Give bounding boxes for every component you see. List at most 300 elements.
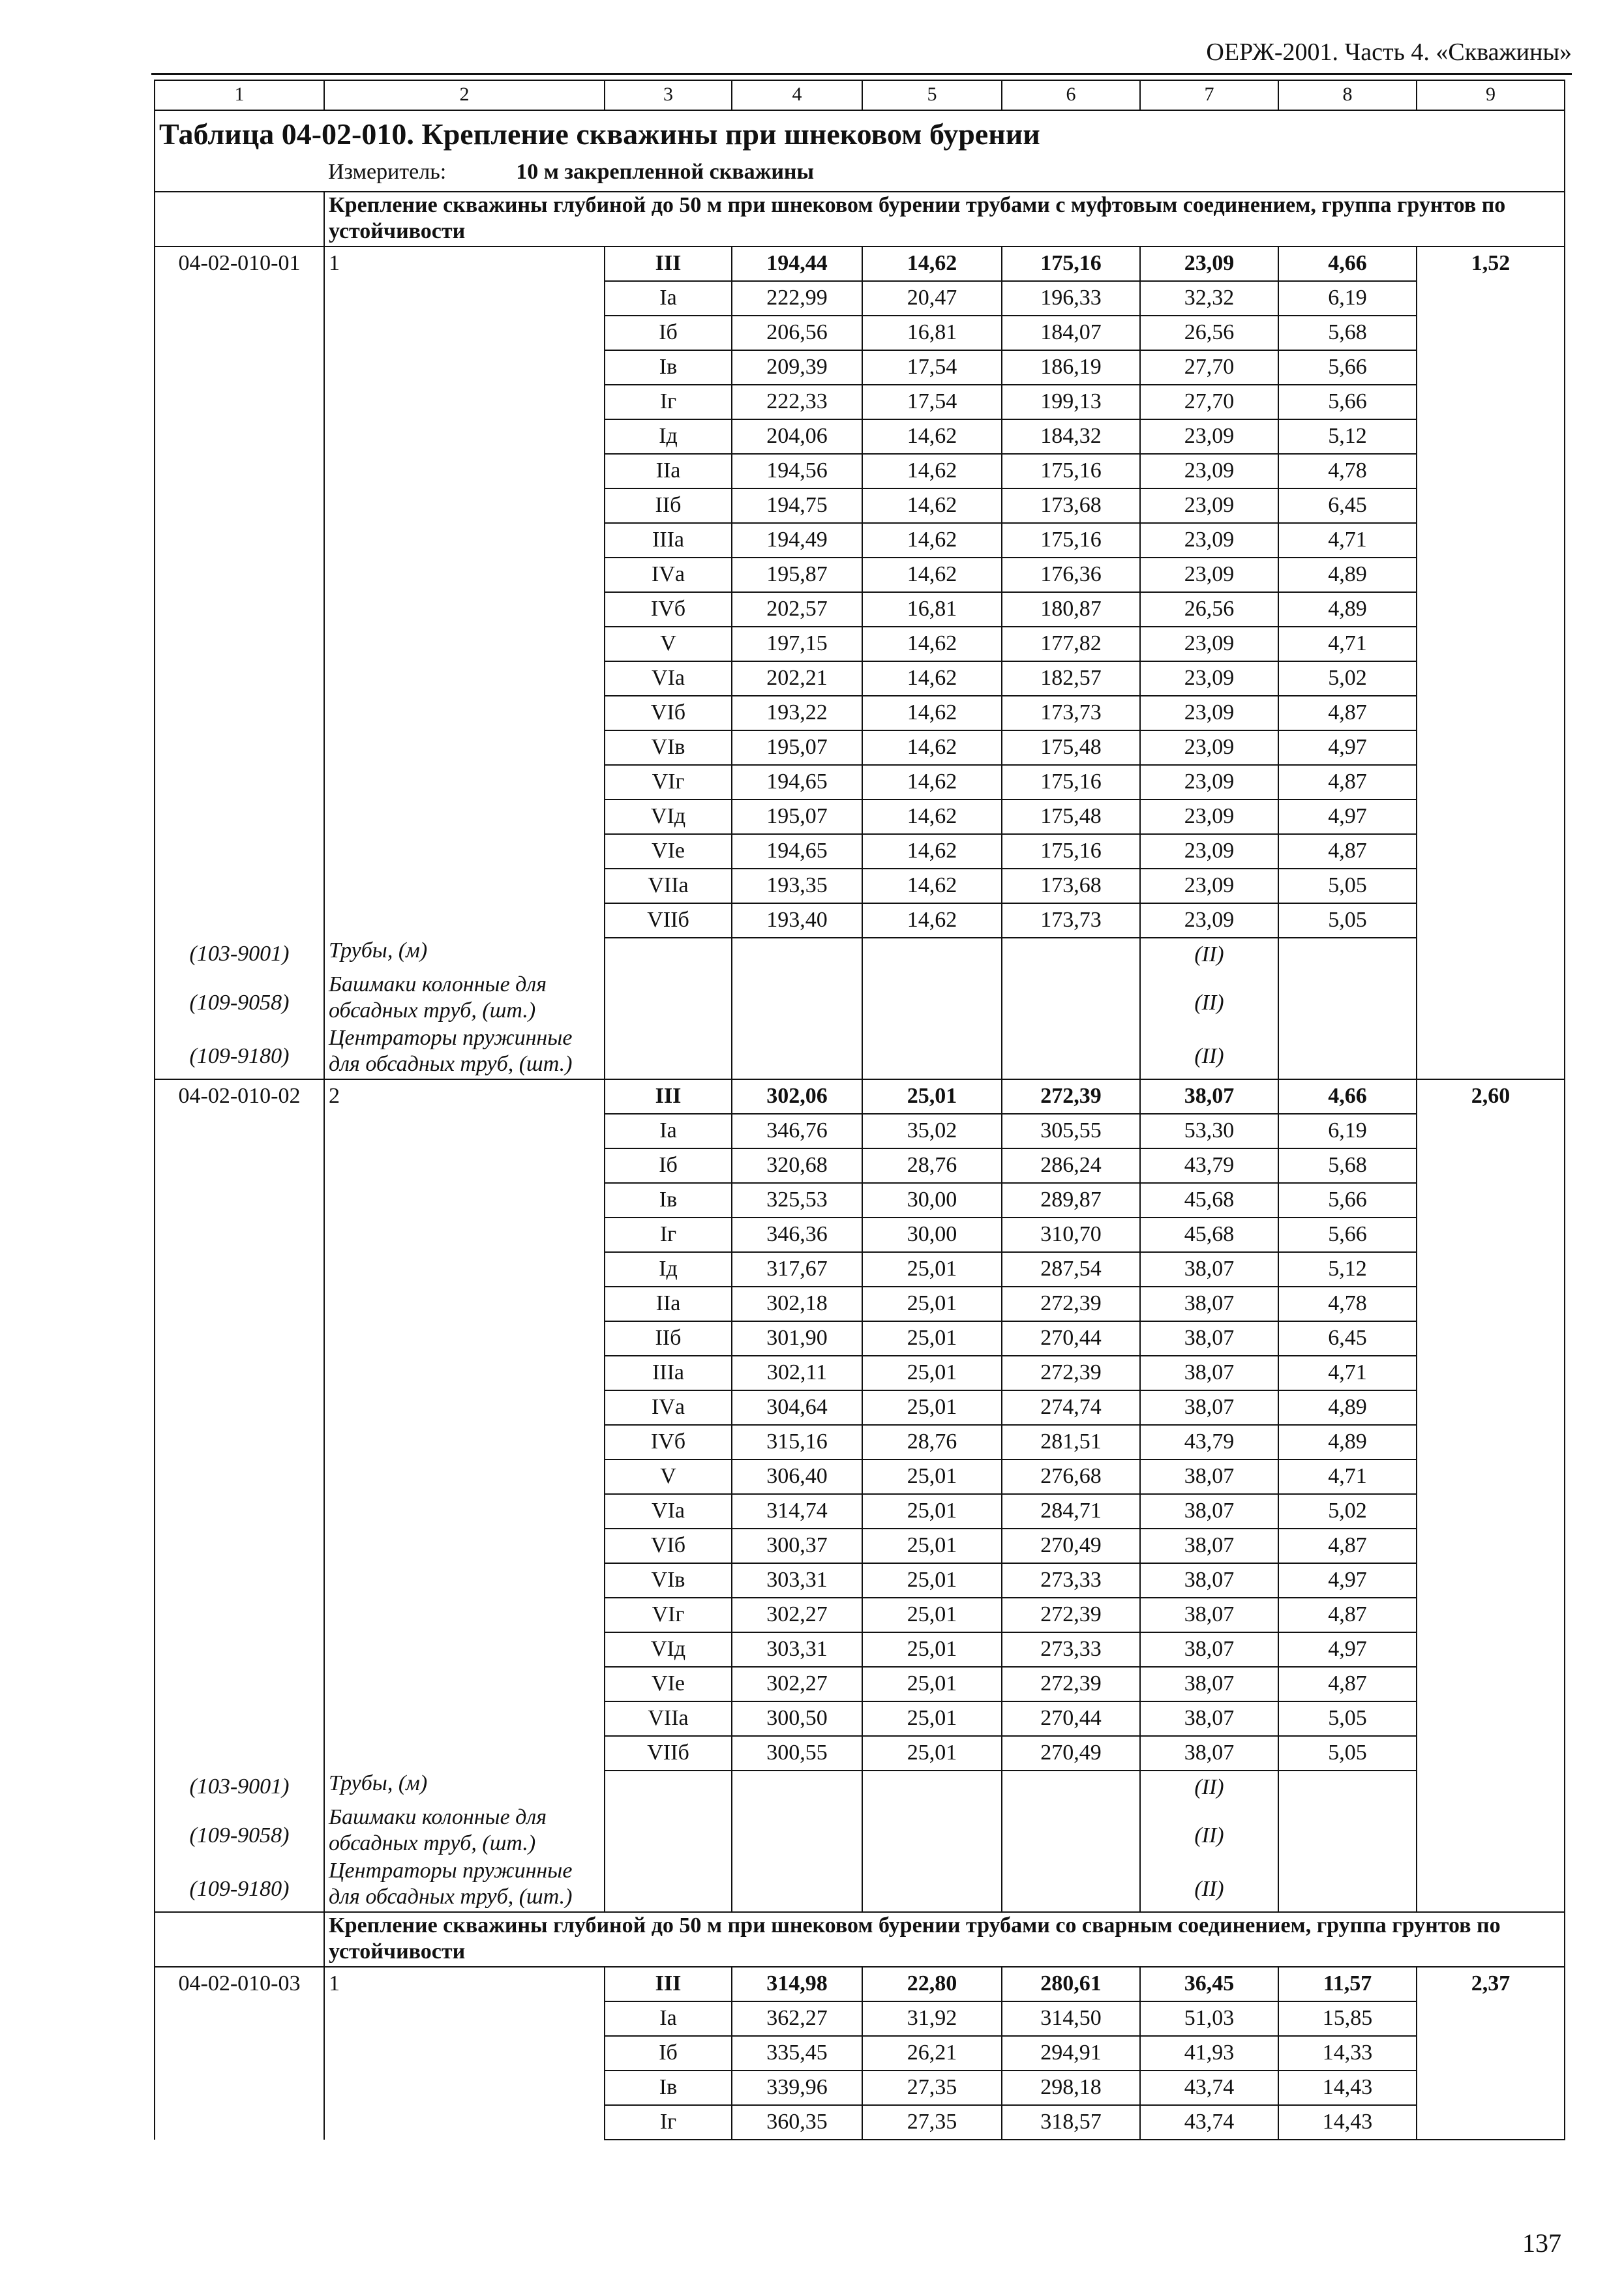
machine-cost: 274,74 [1002, 1390, 1140, 1425]
total-cost: 302,27 [732, 1598, 862, 1632]
total-cost: 302,27 [732, 1667, 862, 1701]
machinist-wages: 43,74 [1140, 2071, 1278, 2105]
material-row [155, 1858, 1565, 1912]
materials-cost: 15,85 [1278, 2001, 1417, 2036]
region-code: Iв [605, 1183, 732, 1218]
materials-cost: 14,33 [1278, 2036, 1417, 2071]
machine-cost: 186,19 [1002, 350, 1140, 385]
region-code: Iб [605, 2036, 732, 2071]
machine-cost: 310,70 [1002, 1218, 1140, 1252]
wages: 25,01 [862, 1667, 1002, 1701]
material-name: Трубы, (м) [324, 938, 605, 972]
machine-cost: 176,36 [1002, 558, 1140, 592]
wages: 14,62 [862, 869, 1002, 903]
material-name: Центраторы пружинные для обсадных труб, (шт.) [324, 1025, 605, 1079]
wages: 28,76 [862, 1425, 1002, 1459]
material-name: Башмаки колонные для обсадных труб, (шт.) [324, 1804, 605, 1858]
total-cost: 202,21 [732, 661, 862, 696]
total-cost: 320,68 [732, 1148, 862, 1183]
material-name: Трубы, (м) [324, 1771, 605, 1804]
region-code: VIд [605, 1632, 732, 1667]
material-code: (103-9001) [155, 938, 324, 972]
region-code: Iа [605, 281, 732, 316]
machinist-wages: 27,70 [1140, 385, 1278, 419]
wages: 35,02 [862, 1114, 1002, 1148]
material-code: (109-9058) [155, 972, 324, 1025]
materials-cost: 6,19 [1278, 1114, 1417, 1148]
region-code: VIв [605, 1563, 732, 1598]
wages: 14,62 [862, 800, 1002, 834]
total-cost: 346,76 [732, 1114, 862, 1148]
region-code: III [605, 1967, 732, 2001]
materials-cost: 14,43 [1278, 2105, 1417, 2140]
wages: 14,62 [862, 627, 1002, 661]
materials-cost: 5,05 [1278, 903, 1417, 938]
wages: 31,92 [862, 2001, 1002, 2036]
section-spacer [155, 1912, 324, 1967]
machine-cost: 272,39 [1002, 1356, 1140, 1390]
region-code: Iб [605, 1148, 732, 1183]
total-cost: 339,96 [732, 2071, 862, 2105]
materials-cost: 5,66 [1278, 385, 1417, 419]
materials-cost: 4,89 [1278, 558, 1417, 592]
section-2-row [155, 1912, 1565, 1967]
machine-cost: 175,16 [1002, 454, 1140, 488]
machinist-wages: 23,09 [1140, 523, 1278, 558]
region-code: V [605, 1459, 732, 1494]
norms-table [154, 80, 1565, 2140]
header-rule [151, 73, 1572, 75]
wages: 25,01 [862, 1598, 1002, 1632]
region-code: Iв [605, 350, 732, 385]
total-cost: 314,98 [732, 1967, 862, 2001]
total-cost: 193,40 [732, 903, 862, 938]
material-row [155, 1771, 1565, 1804]
measure-label: Измеритель: [328, 160, 447, 184]
machinist-wages: 23,09 [1140, 765, 1278, 800]
machinist-wages: 38,07 [1140, 1598, 1278, 1632]
machinist-wages: 36,45 [1140, 1967, 1278, 2001]
machine-cost: 175,16 [1002, 765, 1140, 800]
region-code: V [605, 627, 732, 661]
total-cost: 315,16 [732, 1425, 862, 1459]
region-code: III [605, 1079, 732, 1114]
machinist-wages: 45,68 [1140, 1183, 1278, 1218]
section-2-title: Крепление скважины глубиной до 50 м при шнековом бурении трубами со сварным соединением, группа грунтов по устойчивости [324, 1912, 1565, 1967]
wages: 14,62 [862, 834, 1002, 869]
region-code: VIб [605, 1529, 732, 1563]
region-code: IIб [605, 1321, 732, 1356]
empty-cell [1002, 972, 1140, 1025]
material-mark: (II) [1140, 972, 1278, 1025]
total-cost: 194,65 [732, 765, 862, 800]
region-code: VIб [605, 696, 732, 730]
wages: 25,01 [862, 1563, 1002, 1598]
empty-cell [862, 1771, 1002, 1804]
machine-cost: 273,33 [1002, 1632, 1140, 1667]
norm-code: 04-02-010-01 [155, 247, 324, 938]
total-cost: 222,99 [732, 281, 862, 316]
region-code: IVа [605, 558, 732, 592]
empty-cell [732, 1858, 862, 1912]
machinist-wages: 23,09 [1140, 834, 1278, 869]
materials-cost: 4,97 [1278, 730, 1417, 765]
materials-cost: 5,05 [1278, 869, 1417, 903]
machinist-wages: 51,03 [1140, 2001, 1278, 2036]
wages: 14,62 [862, 730, 1002, 765]
materials-cost: 4,87 [1278, 696, 1417, 730]
wages: 14,62 [862, 523, 1002, 558]
region-code: Iг [605, 2105, 732, 2140]
column-number: 6 [1002, 80, 1140, 110]
total-cost: 195,87 [732, 558, 862, 592]
total-cost: 195,07 [732, 730, 862, 765]
wages: 14,62 [862, 488, 1002, 523]
materials-cost: 4,87 [1278, 1529, 1417, 1563]
region-code: VIд [605, 800, 732, 834]
total-cost: 194,65 [732, 834, 862, 869]
wages: 25,01 [862, 1459, 1002, 1494]
machine-cost: 314,50 [1002, 2001, 1140, 2036]
material-name: Башмаки колонные для обсадных труб, (шт.) [324, 972, 605, 1025]
total-cost: 197,15 [732, 627, 862, 661]
machine-cost: 272,39 [1002, 1598, 1140, 1632]
machinist-wages: 23,09 [1140, 488, 1278, 523]
wages: 14,62 [862, 558, 1002, 592]
machinist-wages: 38,07 [1140, 1459, 1278, 1494]
machinist-wages: 26,56 [1140, 316, 1278, 350]
machine-cost: 287,54 [1002, 1252, 1140, 1287]
region-code: Iа [605, 1114, 732, 1148]
total-cost: 302,11 [732, 1356, 862, 1390]
material-code: (109-9180) [155, 1858, 324, 1912]
machinist-wages: 43,79 [1140, 1148, 1278, 1183]
group-number: 1 [324, 1967, 605, 2140]
materials-cost: 4,71 [1278, 1356, 1417, 1390]
materials-cost: 4,78 [1278, 1287, 1417, 1321]
region-code: VIг [605, 765, 732, 800]
wages: 26,21 [862, 2036, 1002, 2071]
column-number: 4 [732, 80, 862, 110]
machinist-wages: 38,07 [1140, 1529, 1278, 1563]
wages: 25,01 [862, 1252, 1002, 1287]
table-row [155, 247, 1565, 281]
machinist-wages: 38,07 [1140, 1667, 1278, 1701]
empty-cell [862, 938, 1002, 972]
machinist-wages: 38,07 [1140, 1563, 1278, 1598]
materials-cost: 4,87 [1278, 1598, 1417, 1632]
materials-cost: 4,89 [1278, 1425, 1417, 1459]
materials-cost: 5,66 [1278, 350, 1417, 385]
material-code: (109-9058) [155, 1804, 324, 1858]
wages: 17,54 [862, 385, 1002, 419]
machinist-wages: 23,09 [1140, 247, 1278, 281]
machinist-wages: 38,07 [1140, 1701, 1278, 1736]
machine-cost: 270,49 [1002, 1529, 1140, 1563]
machine-cost: 270,44 [1002, 1321, 1140, 1356]
wages: 25,01 [862, 1736, 1002, 1771]
running-header: ОЕРЖ-2001. Часть 4. «Скважины» [1206, 38, 1572, 66]
column-number: 8 [1278, 80, 1417, 110]
total-cost: 209,39 [732, 350, 862, 385]
wages: 25,01 [862, 1390, 1002, 1425]
region-code: VIIа [605, 869, 732, 903]
column-number: 9 [1417, 80, 1565, 110]
materials-cost: 6,19 [1278, 281, 1417, 316]
wages: 25,01 [862, 1356, 1002, 1390]
material-code: (103-9001) [155, 1771, 324, 1804]
empty-cell [605, 1858, 732, 1912]
region-code: IIIа [605, 523, 732, 558]
empty-cell [862, 1025, 1002, 1079]
machinist-wages: 38,07 [1140, 1079, 1278, 1114]
machine-cost: 281,51 [1002, 1425, 1140, 1459]
materials-cost: 5,66 [1278, 1183, 1417, 1218]
machine-cost: 272,39 [1002, 1667, 1140, 1701]
wages: 28,76 [862, 1148, 1002, 1183]
empty-cell [732, 972, 862, 1025]
wages: 25,01 [862, 1494, 1002, 1529]
machinist-wages: 23,09 [1140, 419, 1278, 454]
total-cost: 194,75 [732, 488, 862, 523]
materials-cost: 4,66 [1278, 1079, 1417, 1114]
machinist-wages: 38,07 [1140, 1321, 1278, 1356]
machine-cost: 199,13 [1002, 385, 1140, 419]
total-cost: 303,31 [732, 1632, 862, 1667]
region-code: VIа [605, 1494, 732, 1529]
material-mark: (II) [1140, 1025, 1278, 1079]
materials-cost: 4,71 [1278, 523, 1417, 558]
empty-cell [862, 1804, 1002, 1858]
total-cost: 335,45 [732, 2036, 862, 2071]
region-code: IVб [605, 1425, 732, 1459]
empty-cell [1002, 1025, 1140, 1079]
material-mark: (II) [1140, 938, 1278, 972]
materials-cost: 4,97 [1278, 1563, 1417, 1598]
empty-cell [605, 1804, 732, 1858]
materials-cost: 4,71 [1278, 627, 1417, 661]
region-code: IIа [605, 1287, 732, 1321]
materials-cost: 4,66 [1278, 247, 1417, 281]
total-cost: 193,22 [732, 696, 862, 730]
table-title: Таблица 04-02-010. Крепление скважины при шнековом бурении [155, 110, 1565, 158]
material-name: Центраторы пружинные для обсадных труб, (шт.) [324, 1858, 605, 1912]
machine-cost: 286,24 [1002, 1148, 1140, 1183]
region-code: VIIб [605, 903, 732, 938]
materials-cost: 6,45 [1278, 488, 1417, 523]
empty-cell [862, 972, 1002, 1025]
material-mark: (II) [1140, 1771, 1278, 1804]
wages: 14,62 [862, 696, 1002, 730]
materials-cost: 4,87 [1278, 834, 1417, 869]
column-number: 1 [155, 80, 324, 110]
region-code: Iд [605, 419, 732, 454]
material-row [155, 938, 1565, 972]
machine-cost: 270,49 [1002, 1736, 1140, 1771]
column-number: 5 [862, 80, 1002, 110]
machinist-wages: 23,09 [1140, 869, 1278, 903]
total-cost: 301,90 [732, 1321, 862, 1356]
machine-cost: 184,32 [1002, 419, 1140, 454]
norm-code: 04-02-010-03 [155, 1967, 324, 2140]
wages: 14,62 [862, 247, 1002, 281]
materials-cost: 11,57 [1278, 1967, 1417, 2001]
machine-cost: 175,16 [1002, 523, 1140, 558]
norms-table-sheet [154, 80, 1564, 2140]
materials-cost: 5,12 [1278, 419, 1417, 454]
machinist-wages: 23,09 [1140, 800, 1278, 834]
total-cost: 302,06 [732, 1079, 862, 1114]
region-code: VIе [605, 834, 732, 869]
machinist-wages: 38,07 [1140, 1736, 1278, 1771]
machinist-wages: 43,74 [1140, 2105, 1278, 2140]
machine-cost: 173,68 [1002, 488, 1140, 523]
total-cost: 304,64 [732, 1390, 862, 1425]
region-code: Iд [605, 1252, 732, 1287]
material-row [155, 1804, 1565, 1858]
materials-cost: 4,97 [1278, 1632, 1417, 1667]
total-cost: 206,56 [732, 316, 862, 350]
region-code: VIв [605, 730, 732, 765]
empty-cell [732, 1804, 862, 1858]
machine-cost: 175,16 [1002, 834, 1140, 869]
machinist-wages: 32,32 [1140, 281, 1278, 316]
region-code: Iг [605, 1218, 732, 1252]
material-code: (109-9180) [155, 1025, 324, 1079]
empty-cell [605, 1025, 732, 1079]
wages: 25,01 [862, 1529, 1002, 1563]
materials-cost: 5,68 [1278, 1148, 1417, 1183]
wages: 27,35 [862, 2105, 1002, 2140]
machine-cost: 173,68 [1002, 869, 1140, 903]
machinist-wages: 38,07 [1140, 1356, 1278, 1390]
machine-cost: 272,39 [1002, 1079, 1140, 1114]
materials-cost: 5,05 [1278, 1736, 1417, 1771]
empty-cell [1002, 938, 1140, 972]
wages: 30,00 [862, 1218, 1002, 1252]
material-mark: (II) [1140, 1858, 1278, 1912]
total-cost: 362,27 [732, 2001, 862, 2036]
group-number: 1 [324, 247, 605, 938]
materials-cost: 6,45 [1278, 1321, 1417, 1356]
machinist-wages: 23,09 [1140, 661, 1278, 696]
measure-spacer [155, 158, 324, 192]
machine-cost: 180,87 [1002, 592, 1140, 627]
labor-cost: 2,60 [1417, 1079, 1565, 1912]
region-code: IVб [605, 592, 732, 627]
machine-cost: 175,48 [1002, 800, 1140, 834]
machinist-wages: 27,70 [1140, 350, 1278, 385]
region-code: VIе [605, 1667, 732, 1701]
region-code: VIг [605, 1598, 732, 1632]
machine-cost: 175,16 [1002, 247, 1140, 281]
materials-cost: 5,02 [1278, 1494, 1417, 1529]
empty-cell [605, 1771, 732, 1804]
materials-cost: 5,68 [1278, 316, 1417, 350]
materials-cost: 4,97 [1278, 800, 1417, 834]
measure-row [155, 158, 1565, 192]
materials-cost: 5,02 [1278, 661, 1417, 696]
machine-cost: 294,91 [1002, 2036, 1140, 2071]
machine-cost: 284,71 [1002, 1494, 1140, 1529]
region-code: Iв [605, 2071, 732, 2105]
wages: 17,54 [862, 350, 1002, 385]
machine-cost: 270,44 [1002, 1701, 1140, 1736]
table-body [155, 80, 1565, 2140]
machinist-wages: 26,56 [1140, 592, 1278, 627]
wages: 14,62 [862, 661, 1002, 696]
machinist-wages: 23,09 [1140, 730, 1278, 765]
machinist-wages: 23,09 [1140, 558, 1278, 592]
materials-cost: 4,89 [1278, 1390, 1417, 1425]
machinist-wages: 23,09 [1140, 627, 1278, 661]
total-cost: 194,44 [732, 247, 862, 281]
materials-cost: 4,78 [1278, 454, 1417, 488]
region-code: IIб [605, 488, 732, 523]
machinist-wages: 38,07 [1140, 1390, 1278, 1425]
wages: 14,62 [862, 765, 1002, 800]
empty-cell [862, 1858, 1002, 1912]
wages: 16,81 [862, 316, 1002, 350]
machinist-wages: 43,79 [1140, 1425, 1278, 1459]
region-code: VIIа [605, 1701, 732, 1736]
section-1-title: Крепление скважины глубиной до 50 м при шнековом бурении трубами с муфтовым соединением, группа грунтов по устойчивости [324, 192, 1565, 247]
materials-cost: 5,66 [1278, 1218, 1417, 1252]
total-cost: 302,18 [732, 1287, 862, 1321]
material-row [155, 1025, 1565, 1079]
total-cost: 204,06 [732, 419, 862, 454]
column-number-row [155, 80, 1565, 110]
total-cost: 194,56 [732, 454, 862, 488]
machinist-wages: 41,93 [1140, 2036, 1278, 2071]
wages: 16,81 [862, 592, 1002, 627]
region-code: III [605, 247, 732, 281]
total-cost: 346,36 [732, 1218, 862, 1252]
total-cost: 222,33 [732, 385, 862, 419]
wages: 14,62 [862, 903, 1002, 938]
machinist-wages: 45,68 [1140, 1218, 1278, 1252]
total-cost: 306,40 [732, 1459, 862, 1494]
region-code: IIа [605, 454, 732, 488]
machine-cost: 298,18 [1002, 2071, 1140, 2105]
empty-cell [1002, 1771, 1140, 1804]
machinist-wages: 23,09 [1140, 696, 1278, 730]
machinist-wages: 23,09 [1140, 903, 1278, 938]
machine-cost: 305,55 [1002, 1114, 1140, 1148]
total-cost: 303,31 [732, 1563, 862, 1598]
materials-cost: 4,71 [1278, 1459, 1417, 1494]
total-cost: 202,57 [732, 592, 862, 627]
total-cost: 325,53 [732, 1183, 862, 1218]
total-cost: 314,74 [732, 1494, 862, 1529]
materials-cost: 5,12 [1278, 1252, 1417, 1287]
column-number: 3 [605, 80, 732, 110]
region-code: Iб [605, 316, 732, 350]
empty-cell [732, 1771, 862, 1804]
machine-cost: 273,33 [1002, 1563, 1140, 1598]
machine-cost: 182,57 [1002, 661, 1140, 696]
machine-cost: 177,82 [1002, 627, 1140, 661]
empty-cell [605, 938, 732, 972]
section-1-row [155, 192, 1565, 247]
machinist-wages: 38,07 [1140, 1632, 1278, 1667]
machinist-wages: 38,07 [1140, 1494, 1278, 1529]
region-code: VIIб [605, 1736, 732, 1771]
wages: 30,00 [862, 1183, 1002, 1218]
machine-cost: 276,68 [1002, 1459, 1140, 1494]
norm-code: 04-02-010-02 [155, 1079, 324, 1771]
machinist-wages: 38,07 [1140, 1252, 1278, 1287]
